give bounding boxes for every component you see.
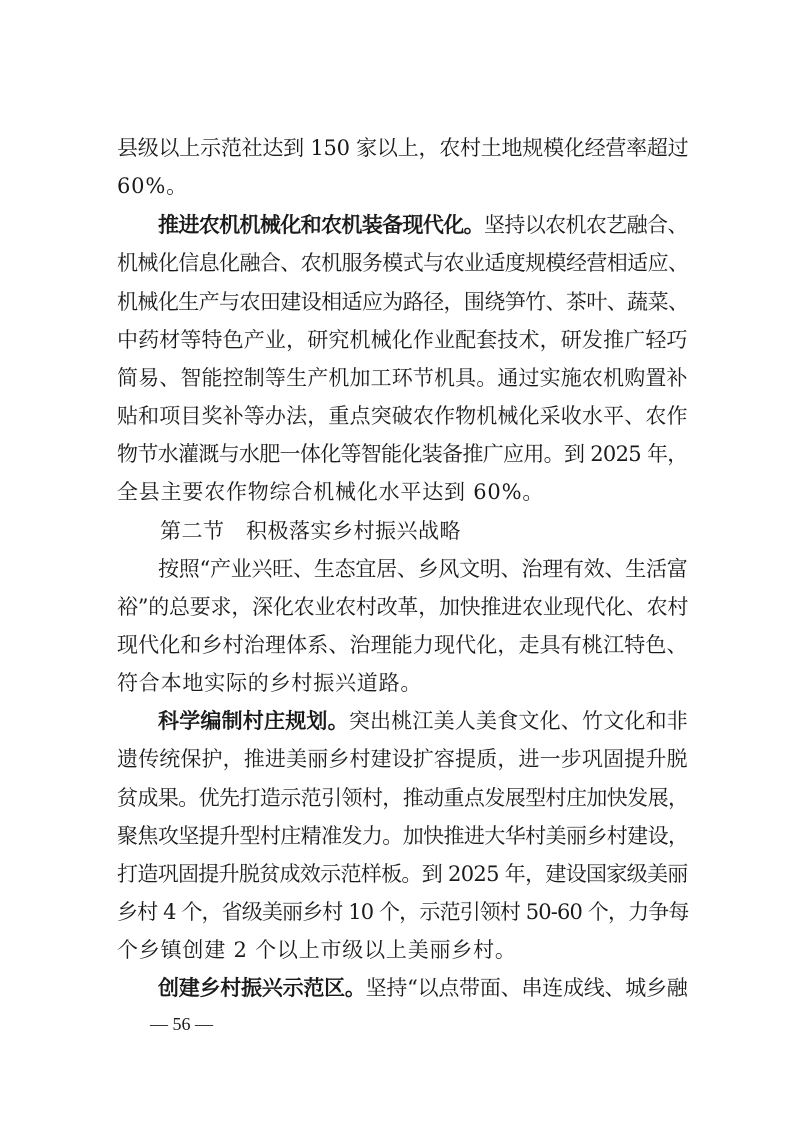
- paragraph-line: 个乡镇创建 2 个以上市级以上美丽乡村。: [117, 938, 517, 962]
- paragraph-line: 全县主要农作物综合机械化水平达到 60%。: [117, 480, 545, 504]
- paragraph-line: [158, 711, 688, 732]
- paragraph-line: 符合本地实际的乡村振兴道路。: [117, 671, 423, 695]
- paragraph-line: 60%。: [117, 174, 188, 198]
- paragraph-text: 坚持以农机农艺融合、: [484, 213, 688, 237]
- section-heading: 第二节 积极落实乡村振兴战略: [160, 519, 461, 543]
- paragraph-line: 贴和项目奖补等办法，重点突破农作物机械化采收水平、农作: [117, 404, 688, 428]
- paragraph-line: [158, 978, 688, 999]
- paragraph-line: 贫成果。优先打造示范引领村，推动重点发展型村庄加快发展，: [117, 786, 689, 810]
- section-lead-bold: 推进农机机械化和农机装备现代化。: [158, 213, 485, 237]
- paragraph-line: 打造巩固提升脱贫成效示范样板。到 2025 年，建设国家级美丽: [117, 862, 688, 886]
- paragraph-line: 聚焦攻坚提升型村庄精准发力。加快推进大华村美丽乡村建设，: [117, 824, 689, 848]
- paragraph-line: 县级以上示范社达到 150 家以上，农村土地规模化经营率超过: [117, 136, 689, 160]
- paragraph-line: 中药材等特色产业，研究机械化作业配套技术，研发推广轻巧: [117, 328, 688, 352]
- paragraph-line: 裕”的总要求，深化农业农村改革，加快推进农业现代化、农村: [117, 595, 689, 619]
- page-number: — 56 —: [150, 1014, 213, 1034]
- paragraph-line: 简易、智能控制等生产机加工环节机具。通过实施农机购置补: [117, 366, 688, 390]
- section-lead-bold: 创建乡村振兴示范区。: [158, 976, 366, 1000]
- paragraph-line: 乡村 4 个，省级美丽乡村 10 个，示范引领村 50-60 个，力争每: [117, 900, 689, 924]
- section-lead-bold: 科学编制村庄规划。: [158, 709, 349, 733]
- paragraph-line: 遗传统保护，推进美丽乡村建设扩容提质，进一步巩固提升脱: [117, 747, 688, 771]
- paragraph-line: 机械化信息化融合、农机服务模式与农业适度规模经营相适应、: [117, 251, 689, 275]
- paragraph-line: [158, 215, 688, 236]
- paragraph-text: 坚持“以点带面、串连成线、城乡融: [365, 976, 688, 1000]
- paragraph-line: 物节水灌溉与水肥一体化等智能化装备推广应用。到 2025 年，: [117, 442, 688, 466]
- paragraph-line: 现代化和乡村治理体系、治理能力现代化，走具有桃江特色、: [117, 633, 688, 657]
- paragraph-line: 机械化生产与农田建设相适应为路径，围绕笋竹、茶叶、蔬菜、: [117, 290, 689, 314]
- paragraph-line: 按照“产业兴旺、生态宜居、乡风文明、治理有效、生活富: [158, 557, 688, 581]
- paragraph-text: 突出桃江美人美食文化、竹文化和非: [348, 709, 689, 733]
